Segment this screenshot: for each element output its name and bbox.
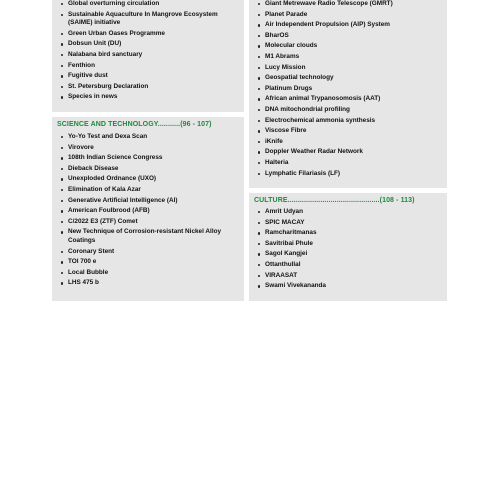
- list-item: Local Bubble: [52, 269, 244, 278]
- list-item: Fenthion: [52, 62, 244, 71]
- list-item: Sagol Kangjei: [249, 250, 447, 259]
- culture-topic-list: [249, 208, 447, 293]
- list-item: Savitribai Phule: [249, 240, 447, 249]
- list-item: Halteria: [249, 159, 447, 168]
- list-item: Geospatial technology: [249, 74, 447, 83]
- list-item: Virovore: [52, 144, 244, 153]
- list-item: DNA mitochondrial profiling: [249, 106, 447, 115]
- list-item: Elimination of Kala Azar: [52, 186, 244, 195]
- list-item: Doppler Weather Radar Network: [249, 148, 447, 157]
- list-item: Swami Vivekananda: [249, 282, 447, 291]
- list-item: Viscose Fibre: [249, 127, 447, 136]
- list-item: Fugitive dust: [52, 72, 244, 81]
- list-item: Global overturning circulation: [52, 0, 244, 9]
- list-item: Electrochemical ammonia synthesis: [249, 117, 447, 126]
- list-item: St. Petersburg Declaration: [52, 83, 244, 92]
- list-item: Ottanthullal: [249, 261, 447, 270]
- list-item: Lucy Mission: [249, 64, 447, 73]
- list-item: Unexploded Ordnance (UXO): [52, 175, 244, 184]
- list-item: Ramcharitmanas: [249, 229, 447, 238]
- list-item: M1 Abrams: [249, 53, 447, 62]
- list-item: BharOS: [249, 32, 447, 41]
- list-item: LHS 475 b: [52, 279, 244, 288]
- culture-heading: CULTURE.............................................(108 - 113): [254, 197, 415, 204]
- science-technology-heading: SCIENCE AND TECHNOLOGY...........(96 - 107): [57, 121, 212, 128]
- list-item: Platinum Drugs: [249, 85, 447, 94]
- culture-panel: [249, 193, 447, 301]
- list-item: Yo-Yo Test and Dexa Scan: [52, 133, 244, 142]
- list-item: Sustainable Aquaculture In Mangrove Ecosystem (SAIME) initiative: [52, 11, 244, 28]
- list-item: African animal Trypanosomosis (AAT): [249, 95, 447, 104]
- list-item: iKnife: [249, 138, 447, 147]
- science-technology-panel: [52, 117, 244, 301]
- list-item: Planet Parade: [249, 11, 447, 20]
- list-item: 108th Indian Science Congress: [52, 154, 244, 163]
- list-item: New Technique of Corrosion-resistant Nickel Alloy Coatings: [52, 228, 244, 245]
- environment-topics-panel: [52, 0, 244, 112]
- list-item: C/2022 E3 (ZTF) Comet: [52, 218, 244, 227]
- list-item: Molecular clouds: [249, 42, 447, 51]
- list-item: Air Independent Propulsion (AIP) System: [249, 21, 447, 30]
- list-item: SPIC MACAY: [249, 219, 447, 228]
- list-item: Green Urban Oases Programme: [52, 30, 244, 39]
- list-item: VIRAASAT: [249, 272, 447, 281]
- list-item: Dobsun Unit (DU): [52, 40, 244, 49]
- list-item: Amrit Udyan: [249, 208, 447, 217]
- list-item: Giant Metrewave Radio Telescope (GMRT): [249, 0, 447, 9]
- list-item: American Foulbrood (AFB): [52, 207, 244, 216]
- list-item: TOI 700 e: [52, 258, 244, 267]
- science-technology-topic-list: [52, 133, 244, 290]
- list-item: Lymphatic Filariasis (LF): [249, 170, 447, 179]
- list-item: Species in news: [52, 93, 244, 102]
- science-technology-continued-panel: [249, 0, 447, 188]
- list-item: Generative Artificial Intelligence (AI): [52, 197, 244, 206]
- list-item: Coronary Stent: [52, 248, 244, 257]
- environment-topic-list: [52, 0, 244, 104]
- science-technology-continued-list: [249, 0, 447, 180]
- list-item: Dieback Disease: [52, 165, 244, 174]
- list-item: Nalabana bird sanctuary: [52, 51, 244, 60]
